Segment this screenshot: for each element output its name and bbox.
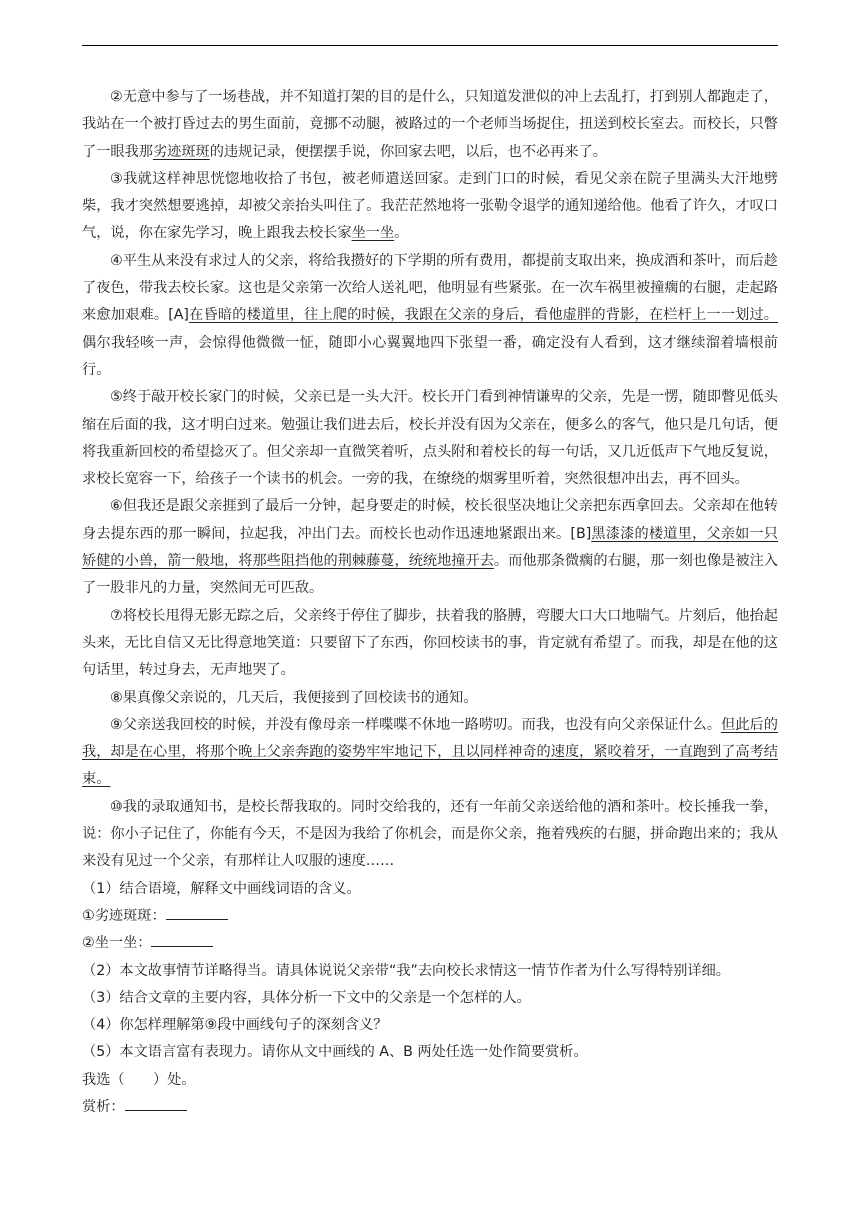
paragraph-text: ⑧果真像父亲说的，几天后，我便接到了回校读书的通知。 — [110, 689, 478, 706]
paragraph — [82, 166, 778, 248]
underlined-text: 但此后的我，却是在心里，将那个晚上父亲奔跑的姿势牢牢地记下，且以同样神奇的速度，紧咬着牙，一直跑到了高考结束。 — [82, 716, 778, 788]
question-1: （1）结合语境，解释文中画线词语的含义。 — [82, 880, 361, 897]
header-rule — [82, 45, 778, 46]
answer-blank — [166, 905, 228, 920]
paragraph — [82, 493, 778, 602]
paragraph-text: 。而他那条微瘸的右腿，那一刻也像是被注入了一股非凡的力量，突然间无可匹敌。 — [82, 553, 778, 597]
question-2: （2）本文故事情节详略得当。请具体说说父亲带“我”去向校长求情这一情节作者为什么写得特别详细。 — [82, 962, 730, 979]
underlined-text: 在昏暗的楼道里，往上爬的时候，我跟在父亲的身后，看他虚胖的背影，在栏杆上一一划过。 — [188, 307, 778, 324]
passage — [82, 84, 778, 876]
answer-blank — [151, 932, 213, 947]
document-body — [82, 84, 778, 1121]
question-3: （3）结合文章的主要内容，具体分析一下文中的父亲是一个怎样的人。 — [82, 989, 531, 1006]
paragraph-text: ⑤终于敲开校长家门的时候，父亲已是一头大汗。校长开门看到神情谦卑的父亲，先是一愣，随即瞥见低头缩在后面的我，这才明白过来。勉强让我们进去后，校长并没有因为父亲在，便多么的客气，他只是几句话，便将我重新回校的希望捻灭了。但父亲却一直微笑着听，点头附和着校长的每一句话，又几近低声下气地反复说，求校长宽容一下，给孩子一个读书的机会。一旁的我，在缭绕的烟雾里听着，突然很想冲出去，再不回头。 — [82, 389, 778, 488]
paragraph-text: ④平生从来没有求过人的父亲，将给我攒好的下学期的所有费用，都提前支取出来，换成酒和茶叶，而后趁了夜色，带我去校长家。这也是父亲第一次给人送礼吧，他明显有些紧张。在一次车祸里被撞瘸的右腿，走起路来愈加艰难。[A] — [82, 252, 778, 324]
paragraph — [82, 685, 778, 712]
paragraph — [82, 712, 778, 794]
paragraph — [82, 248, 778, 384]
paragraph-text: ③我就这样神思恍惚地收拾了书包，被老师遣送回家。走到门口的时候，看见父亲在院子里满头大汗地劈柴，我才突然想要逃掉，却被父亲抬头叫住了。我茫茫然地将一张勒令退学的通知递给他。他看了许久，才叹口气，说，你在家先学习，晚上跟我去校长家 — [82, 170, 778, 242]
underlined-text: 坐一坐 — [351, 225, 395, 242]
question-5: （5）本文语言富有表现力。请你从文中画线的 A、B 两处任选一处作简要赏析。 — [82, 1044, 588, 1061]
question-5-choice: 我选（ ）处。 — [82, 1071, 196, 1088]
paragraph-text: ⑩我的录取通知书，是校长帮我取的。同时交给我的，还有一年前父亲送给他的酒和茶叶。校长捶我一拳，说：你小子记住了，你能有今天，不是因为我给了你机会，而是你父亲，拖着残疾的右腿，拼命跑出来的；我从来没有见过一个父亲，有那样让人叹服的速度…… — [82, 798, 778, 870]
paragraph — [82, 603, 778, 685]
paragraph-text: ②无意中参与了一场巷战，并不知道打架的目的是什么，只知道发泄似的冲上去乱打，打到别人都跑走了，我站在一个被打昏过去的男生面前，竟挪不动腿，被路过的一个老师当场捉住，扭送到校长室去。而校长，只瞥了一眼我那 — [82, 89, 778, 160]
question-1-item-b: ②坐一坐： — [82, 930, 778, 957]
paragraph-text: 。 — [394, 225, 409, 242]
paragraph-text: 的违规记录，便摆摆手说，你回家去吧，以后，也不必再来了。 — [209, 143, 607, 160]
underlined-text: 劣迹斑斑 — [152, 143, 210, 160]
paragraph — [82, 384, 778, 493]
paragraph-text: 偶尔我轻咳一声，会惊得他微微一怔，随即小心翼翼地四下张望一番，确定没有人看到，这才继续溜着墙根前行。 — [82, 334, 778, 378]
question-4: （4）你怎样理解第⑨段中画线句子的深刻含义？ — [82, 1017, 388, 1034]
paragraph — [82, 794, 778, 876]
paragraph — [82, 84, 778, 166]
paragraph-text: ⑥但我还是跟父亲捱到了最后一分钟，起身要走的时候，校长很坚决地让父亲把东西拿回去。父亲却在他转身去提东西的那一瞬间，拉起我，冲出门去。而校长也动作迅速地紧跟出来。[B] — [82, 498, 778, 542]
underlined-text: 黑漆漆的楼道里，父亲如一只矫健的小兽，箭一般地，将那些阻挡他的荆棘藤蔓，统统地撞开去 — [82, 525, 778, 570]
question-5-analysis: 赏析： — [82, 1094, 778, 1121]
paragraph-text: ⑨父亲送我回校的时候，并没有像母亲一样喋喋不休地一路唠叨。而我，也没有向父亲保证什么。 — [110, 716, 722, 733]
answer-blank — [125, 1096, 187, 1111]
question-1-item-a: ①劣迹斑斑： — [82, 903, 778, 930]
questions — [82, 876, 778, 1122]
paragraph-text: ⑦将校长甩得无影无踪之后，父亲终于停住了脚步，扶着我的胳膊，弯腰大口大口地喘气。片刻后，他抬起头来，无比自信又无比得意地笑道：只要留下了东西，你回校读书的事，肯定就有希望了。而我，却是在他的这句话里，转过身去，无声地哭了。 — [82, 607, 778, 679]
